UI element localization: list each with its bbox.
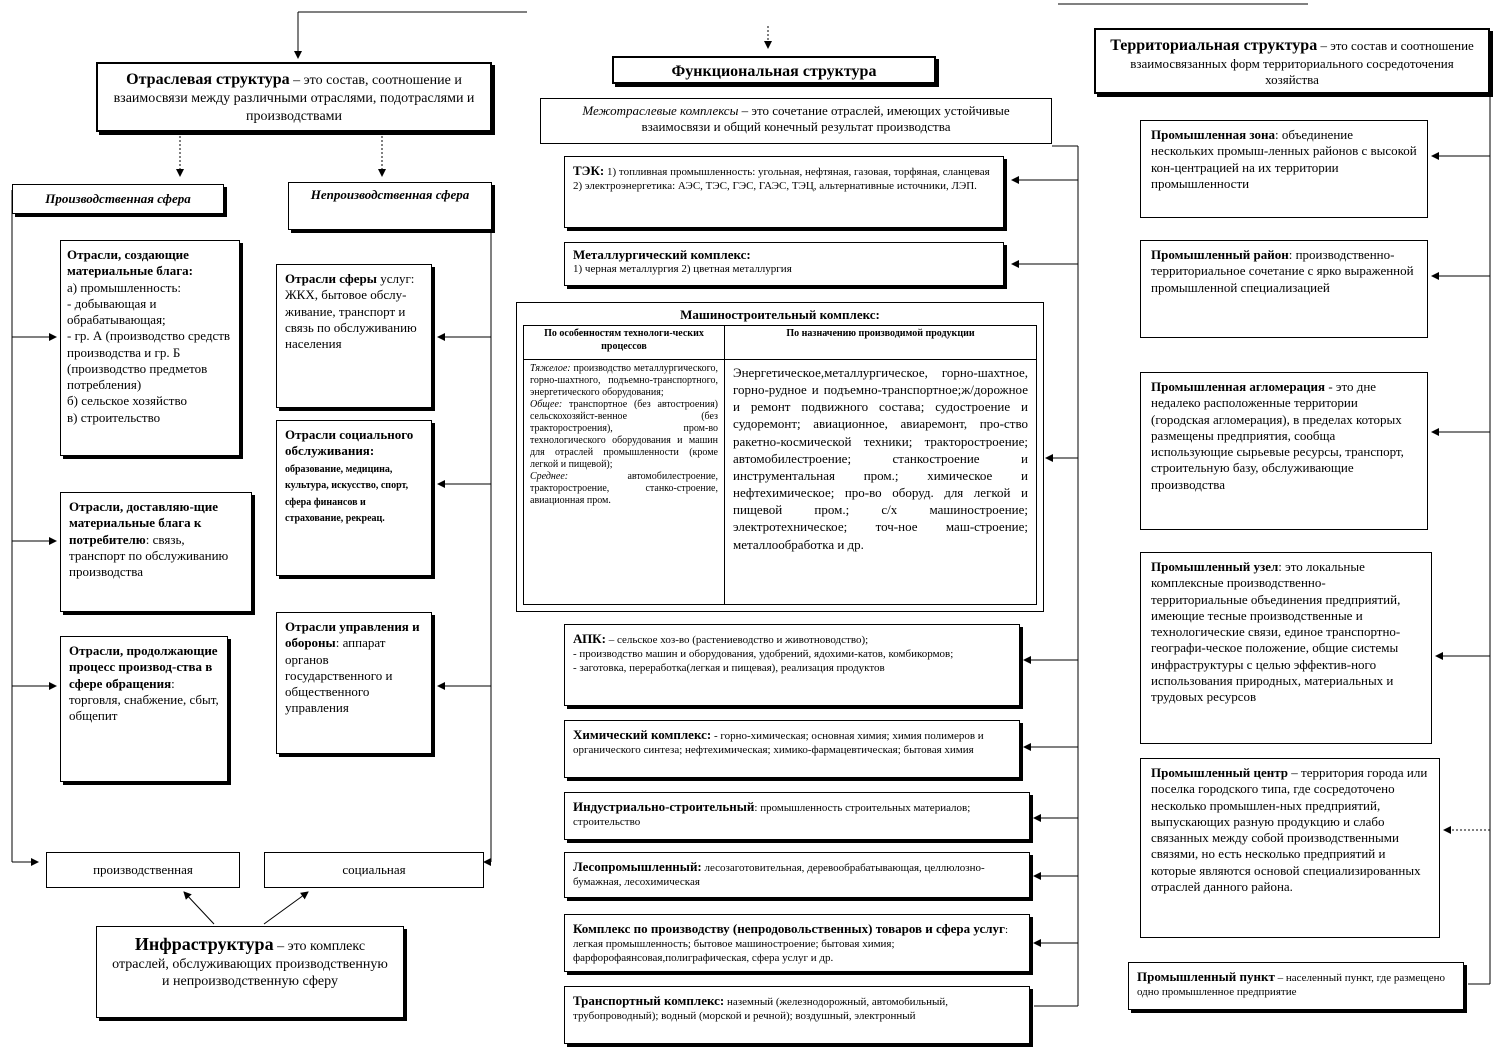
industrial-point-text: – населенный пункт, где размещено одно промышленное предприятие	[1137, 972, 1446, 998]
social-service-text: образование, медицина, культура, искусство, спорт, сфера финансов и страхование, рекреац.	[285, 463, 409, 524]
agro-industrial-title: АПК:	[573, 631, 606, 646]
medium-engineering-text: автомобилестроение, тракторостроение, станко-строение, авиационная пром.	[530, 471, 718, 506]
industrial-node-text: : это локальные комплексные производственно-территориальные объединения предприятий, имеющие тесные производственные и технологические связи, единое транспортно-географи-ческое положение, общие системы инфраструктуры с целью эффектив-ного использования природных, материальных и трудовых ресурсов	[1151, 559, 1401, 704]
medium-engineering-label: Среднее:	[530, 471, 569, 482]
nonproduction-sphere-box	[288, 182, 492, 230]
management-branches-text: : аппарат органов государственного и общественного управления	[285, 635, 393, 716]
heavy-engineering-label: Тяжелое:	[530, 363, 571, 374]
intersectoral-complexes-title: Межотраслевые комплексы	[582, 103, 739, 118]
chemical-title: Химический комплекс:	[573, 727, 712, 742]
intersectoral-complexes-box	[540, 98, 1052, 144]
chemical-complex-box	[564, 720, 1020, 778]
column-header-purpose: По назначению производимой продукции	[725, 326, 1036, 360]
transport-complex-box	[564, 986, 1030, 1044]
metallurgy-complex-box	[564, 242, 1004, 286]
production-sphere-title: Производственная сфера	[45, 191, 191, 206]
delivery-branches-text: : связь, транспорт по обслуживанию производства	[69, 531, 229, 579]
nonproduction-sphere-title: Непроизводственная сфера	[310, 187, 470, 202]
fuel-energy-complex-box	[564, 156, 1004, 228]
territorial-structure-definition: – это состав и соотношение взаимосвязанных форм территориального сосредоточения хозяйства	[1130, 38, 1474, 88]
agro-industrial-complex-box	[564, 624, 1020, 706]
forest-industry-complex-box	[564, 852, 1030, 898]
forest-industry-text: лесозаготовительная, деревообрабатывающая, целлюлозно-бумажная, лесохимическая	[573, 862, 985, 888]
delivery-branches-box	[60, 492, 252, 612]
sectoral-structure-box	[96, 62, 492, 132]
sectoral-structure-definition: – это состав, соотношение и взаимосвязи между различными отраслями, подотраслями и производствами	[113, 73, 475, 124]
agro-industrial-line-1: – сельское хоз-во (растениеводство и животноводство);	[605, 634, 869, 646]
social-service-branches-box	[276, 420, 432, 576]
delivery-branches-title: Отрасли, доставляю-щие материальные блага к потребителю	[69, 499, 219, 547]
material-goods-branches-box	[60, 240, 240, 456]
general-engineering-text: транспортное (без автостроения) сельскохозяйст-венное (без тракторостроения), пром-во технологического оборудования и машин для отраслей промышленности (кроме легкой и пищевой);	[530, 399, 718, 470]
services-branches-box	[276, 264, 432, 408]
construction-title: Индустриально-строительный	[573, 799, 755, 814]
transport-text: наземный (железнодорожный, автомобильный, трубопроводный); водный (морской и речной); воздушный, электронный	[573, 996, 948, 1022]
industrial-zone-text: : объединение нескольких промыш-ленных районов с высокой кон-центрацией на их территории промышленности	[1151, 127, 1417, 191]
territorial-structure-box	[1094, 28, 1490, 94]
industrial-center-box	[1140, 758, 1440, 938]
material-goods-line: а) промышленность:	[67, 279, 182, 295]
metallurgy-title: Металлургический комплекс:	[573, 247, 751, 262]
industrial-center-text: – территория города или поселка городского типа, где сосредоточено несколько промышлен-ных предприятий, выпускающих разную продукцию и слабо связанных между собой производственными связями, но есть несколько предприятий и которые являются основой специализированных отраслей данного района.	[1151, 765, 1428, 894]
circulation-branches-title: Отрасли, продолжающие процесс производ-ства в сфере обращения	[69, 643, 218, 691]
industrial-region-box	[1140, 240, 1428, 338]
services-branches-text: услуг: ЖКХ, бытовое обслу-живание, транспорт и связь по обслуживанию населения	[285, 271, 417, 351]
infrastructure-definition: – это комплекс отраслей, обслуживающих производственную и непроизводственную сферу	[112, 939, 388, 989]
social-service-title: Отрасли социального обслуживания:	[285, 427, 414, 459]
circulation-branches-box	[60, 636, 228, 782]
industrial-zone-box	[1140, 120, 1428, 218]
forest-industry-title: Лесопромышленный:	[573, 859, 702, 874]
transport-title: Транспортный комплекс:	[573, 993, 725, 1008]
management-branches-title: Отрасли управления и обороны	[285, 619, 420, 651]
machine-building-column-purpose	[725, 326, 1036, 604]
material-goods-line: - гр. А (производство средств производства и гр. Б (производство предметов потребления)	[67, 328, 231, 392]
heavy-engineering-text: производство металлургического, горно-шахтного, подъемно-транспортного, энергетического оборудования;	[530, 363, 718, 398]
industrial-center-title: Промышленный центр	[1151, 765, 1289, 780]
industrial-node-title: Промышленный узел	[1151, 559, 1279, 574]
material-goods-line: б) сельское хозяйство	[67, 393, 187, 409]
industrial-node-box	[1140, 552, 1432, 744]
machine-building-column-technology	[524, 326, 725, 604]
circulation-branches-text: : торговля, снабжение, сбыт, общепит	[69, 675, 219, 723]
construction-complex-box	[564, 792, 1030, 840]
fuel-energy-title: ТЭК:	[573, 163, 605, 178]
consumer-goods-title: Комплекс по производству (непродовольственных) товаров и сфера услуг	[573, 921, 1005, 936]
functional-structure-title: Функциональная структура	[671, 63, 877, 80]
production-sphere-box	[12, 184, 224, 214]
social-infrastructure-label: социальная	[342, 862, 406, 877]
machine-building-complex-box	[516, 302, 1044, 612]
purpose-text: Энергетическое,металлургическое, горно-шахтное, горно-рудное и подъемно-транспортное;ж/дорожное и ремонт подвижного состава; судостроение и судоремонт; авиационное, авиаремонт, про-ство ракетно-космической техники; тракторостроение; автомобилестроение; станкостроение и инструментальная пром.; химическое и нефтехимическое; про-во оборуд. для легкой и пищевой пром.; с/х машиностроение; электротехническое; точ-ное маш-строение; металлообработка и др.	[733, 365, 1028, 552]
services-branches-title: Отрасли сферы	[285, 271, 377, 286]
industrial-point-title: Промышленный пункт	[1137, 969, 1275, 984]
industrial-zone-title: Промышленная зона	[1151, 127, 1276, 142]
industrial-agglomeration-text: - это дне недалеко расположенные территории (городская агломерация), в пределах которых размещены предприятия, сообща использующие сырьевые ресурсы, транспорт, строительную базу, обслуживающие производства	[1151, 379, 1404, 492]
intersectoral-complexes-definition: – это сочетание отраслей, имеющих устойчивые взаимосвязи и общий конечный результат производства	[641, 103, 1010, 135]
territorial-structure-title: Территориальная структура	[1110, 37, 1318, 54]
production-infrastructure-box	[46, 852, 240, 888]
functional-structure-box	[612, 56, 936, 84]
material-goods-title: Отрасли, создающие материальные блага:	[67, 247, 193, 279]
fuel-energy-line-2: 2) электроэнергетика: АЭС, ТЭС, ГЭС, ГАЭС, ТЭЦ, альтернативные источники, ЛЭП.	[573, 179, 977, 192]
consumer-goods-complex-box	[564, 914, 1030, 972]
production-infrastructure-label: производственная	[93, 862, 193, 877]
agro-industrial-line-3: - заготовка, переработка(легкая и пищевая), реализация продуктов	[573, 661, 885, 674]
material-goods-line: - добывающая и обрабатывающая;	[67, 295, 166, 327]
general-engineering-label: Общее:	[530, 399, 563, 410]
metallurgy-text: 1) черная металлургия 2) цветная металлургия	[573, 263, 792, 276]
industrial-agglomeration-box	[1140, 372, 1428, 530]
industrial-agglomeration-title: Промышленная агломерация	[1151, 379, 1326, 394]
consumer-goods-text: : легкая промышленность; бытовое машиностроение; бытовая химия; фарфорофаянсовая,полиграфическая, сфера услуг и др.	[573, 924, 1008, 964]
column-header-technology: По особенностям технологи-ческих процессов	[524, 326, 724, 360]
agro-industrial-line-2: - производство машин и оборудования, удобрений, ядохими-катов, комбикормов;	[573, 647, 954, 660]
sectoral-structure-title: Отраслевая структура	[126, 71, 290, 88]
infrastructure-box	[96, 926, 404, 1018]
machine-building-table	[523, 325, 1037, 605]
fuel-energy-line-1: 1) топливная промышленность: угольная, нефтяная, газовая, торфяная, сланцевая	[604, 166, 990, 178]
chemical-text: - горно-химическая; основная химия; химия полимеров и органического синтеза; нефтехимическая; химико-фармацевтическая; бытовая химия	[573, 730, 984, 756]
management-branches-box	[276, 612, 432, 754]
construction-text: : промышленность строительных материалов; строительство	[573, 802, 971, 828]
infrastructure-title: Инфраструктура	[134, 934, 274, 954]
industrial-region-title: Промышленный район	[1151, 247, 1289, 262]
machine-building-title: Машиностроительный комплекс:	[680, 307, 880, 322]
industrial-point-box	[1128, 962, 1464, 1010]
social-infrastructure-box	[264, 852, 484, 888]
industrial-region-text: : производственно-территориальное сочетание с ярко выраженной промышленной специализацией	[1151, 247, 1414, 295]
material-goods-line: в) строительство	[67, 409, 161, 425]
